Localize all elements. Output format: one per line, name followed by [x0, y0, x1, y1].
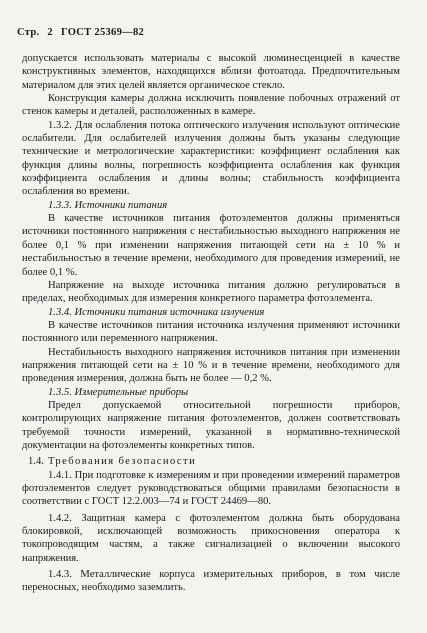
- paragraph-1-4-2: 1.4.2. Защитная камера с фотоэлементом должна быть оборудована блокировкой, исключающей возможность прикосновения оператора к токопроводящим частям, а также сигнализацией о включении высокого напряжения.: [22, 512, 400, 564]
- document-body: [22, 52, 400, 595]
- heading-1-4-number: 1.4.: [28, 456, 44, 468]
- paragraph-1-4-3: 1.4.3. Металлические корпуса измерительных приборов, в том числе переносных, необходимо заземлить.: [22, 569, 400, 594]
- heading-1-4: [22, 455, 400, 468]
- paragraph-1-4-1: 1.4.1. При подготовке к измерениям и при проведении измерений параметров фотоэлементов следует руководствоваться общими правилами безопасности в соответствии с ГОСТ 12.2.003—74 и ГОСТ 24469—80.: [22, 469, 400, 508]
- page-number: 2: [47, 27, 53, 38]
- paragraph-1-3-3-b: Напряжение на выходе источника питания должно регулироваться в пределах, необходимых для измерения конкретного параметра фотоэлемента.: [22, 279, 400, 305]
- heading-1-3-3: 1.3.3. Источники питания: [48, 199, 168, 211]
- paragraph-camera: Конструкция камеры должна исключить появление побочных отражений от стенок камеры и деталей, расположенных в камере.: [22, 93, 400, 118]
- heading-1-3-4: 1.3.4. Источники питания источника излучения: [48, 306, 265, 318]
- paragraph-1-3-2: 1.3.2. Для ослабления потока оптического излучения используют оптические ослабители. Для ослабителей излучения должны быть указаны следующие технические и метрологические характеристики: коэффициент ослабления как функция длины волны, погрешность коэффициента ослабления как функция коэффициента ослабления и длины волны; стабильность коэффициента ослабления во времени.: [22, 119, 400, 198]
- paragraph-1-3-3-a: В качестве источников питания фотоэлементов должны применяться источники постоянного напряжения с нестабильностью выходного напряжения не более 0,1 % при изменении напряжения питающей сети на ± 10 % и нестабильностью в течение времени, необходимого для проведения измерений, не более 0,1 %.: [22, 213, 400, 278]
- paragraph-1-3-5: Предел допускаемой относительной погрешности приборов, контролирующих напряжение питания фотоэлементов, должен соответствовать требуемой точности измерений, указанной в нормативно-технической документации на фотоэлементы конкретных типов.: [22, 399, 400, 451]
- paragraph-intro: допускается использовать материалы с высокой люминесценцией в качестве конструктивных элементов, находящихся вблизи фотоатода. Предпочтительным материалом для этих целей является органическое стекло.: [22, 53, 400, 91]
- heading-1-4-title: Требования безопасности: [47, 456, 197, 468]
- paragraph-1-3-4-a: В качестве источников питания источника излучения применяют источники постоянного или переменного напряжения.: [22, 319, 400, 345]
- paragraph-1-3-4-b: Нестабильность выходного напряжения источников питания при изменении напряжения питающей сети на ± 10 % и в течение времени, необходимого для проведения измерения, должна быть не более — 0,2 %.: [22, 346, 400, 385]
- standard-number: ГОСТ 25369—82: [60, 27, 145, 38]
- page-label: Стр.: [17, 27, 40, 38]
- page-header: [17, 27, 144, 38]
- heading-1-3-5: 1.3.5. Измерительные приборы: [48, 386, 189, 398]
